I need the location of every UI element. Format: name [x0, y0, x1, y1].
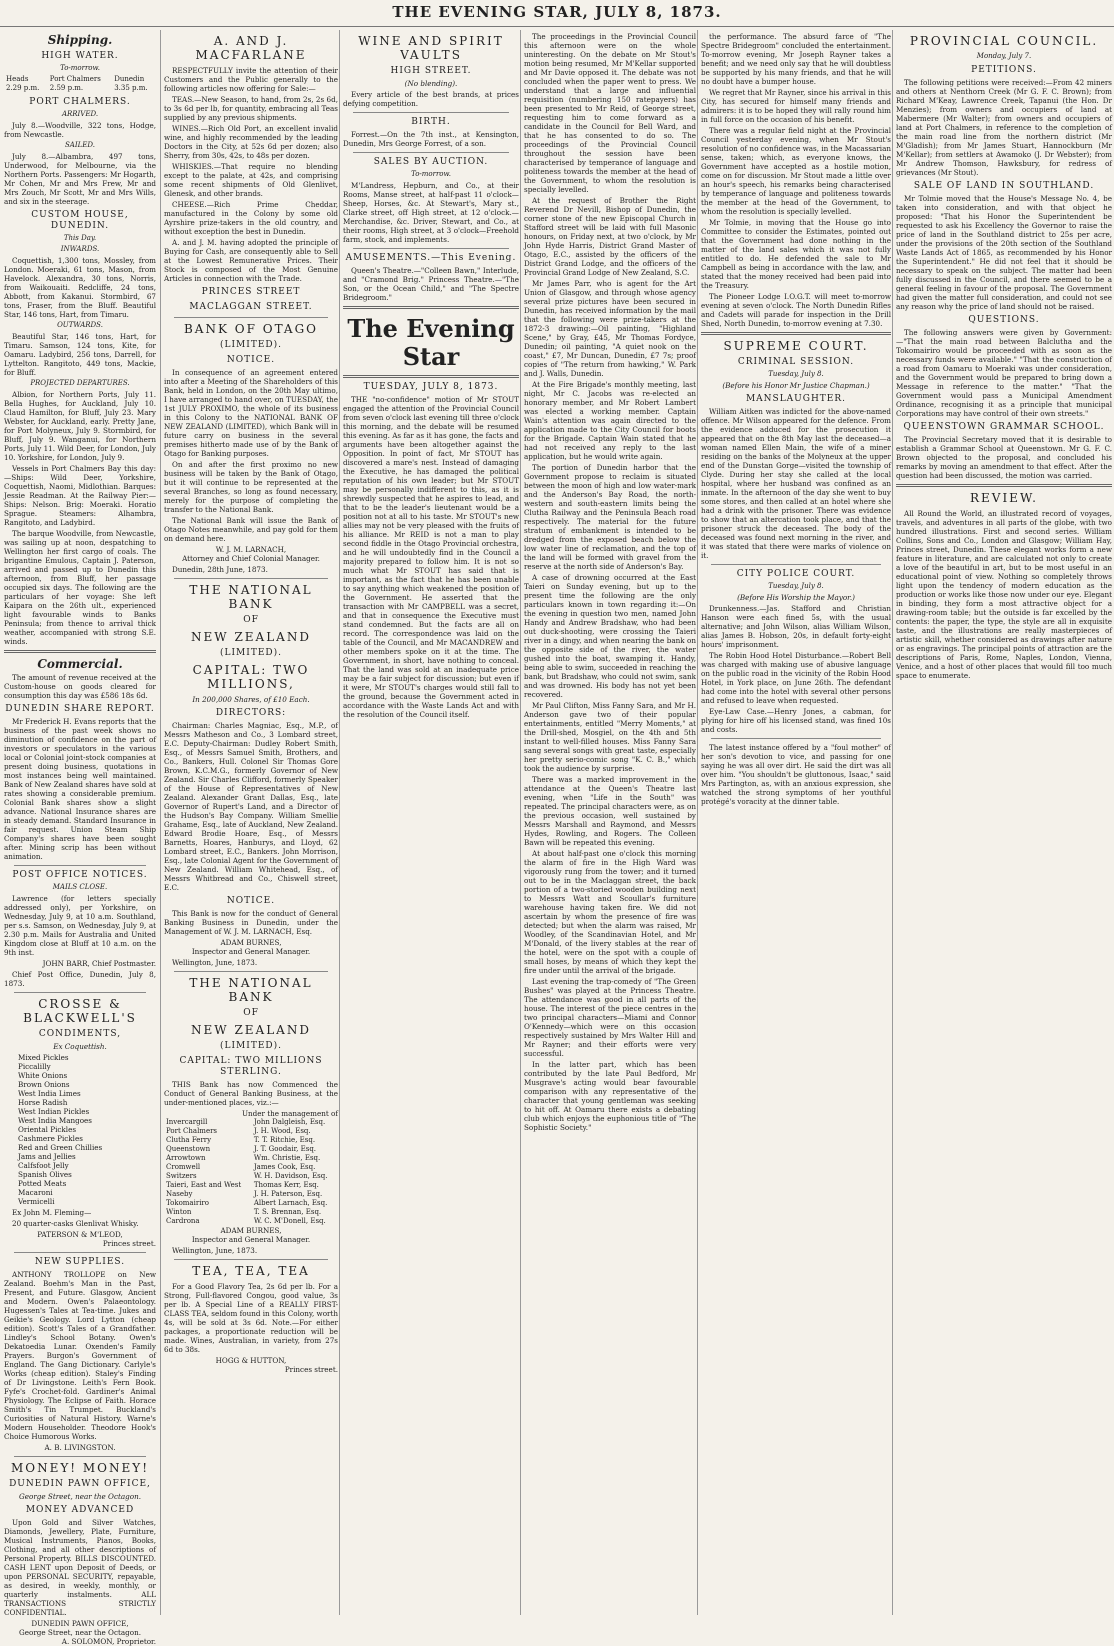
- southland-label: SALE OF LAND IN SOUTHLAND.: [913, 181, 1095, 191]
- table-row: [164, 1199, 338, 1208]
- table-row: [164, 1181, 338, 1190]
- arrived-text: July 8.—Woodville, 322 tons, Hodge, from Newcastle.: [4, 121, 156, 139]
- shipping-heading: Shipping.: [47, 33, 113, 47]
- notice-2-text: This Bank is now for the conduct of General Banking Business in Dunedin, under the Management of W. J. M. LARNACH, Esq.: [164, 909, 338, 936]
- branch-place: Port Chalmers: [166, 1127, 218, 1135]
- branch-manager: Thomas Kerr, Esq.: [253, 1181, 319, 1189]
- list-item: Mixed Pickles: [18, 1053, 69, 1062]
- branch-place: Invercargill: [166, 1118, 208, 1126]
- divider: [14, 992, 146, 993]
- list-item: Potted Meats: [18, 1179, 67, 1188]
- tide-table: [4, 75, 156, 93]
- birth-heading: BIRTH.: [411, 117, 451, 127]
- table-row: [164, 1136, 338, 1145]
- branch-place: Winton: [166, 1208, 192, 1216]
- sales-heading: SALES BY AUCTION.: [373, 157, 489, 167]
- bank-otago-sub: (LIMITED).: [220, 340, 282, 350]
- leader-article: THE "no-confidence" motion of Mr STOUT engaged the attention of the Provincial Council from seven o'clock last evening till three o'clock this morning, and the debate will be resumed this evening. As far as it has gone, the facts and arguments have been altogether against the Opposition. In point of fact, Mr STOUT has discovered a mare's nest. Instead of damaging the Executive, he has damaged the political reputation of his own leader; but Mr STOUT may be personally indifferent to this, as it is shrewdly suspected that he aspires to lead, and that to be the leader's lieutenant would be a position not at all to his taste. Mr STOUT's new allies may not be very pleased with the fruits of his alliance. Mr REID is not a man to play second fiddle in the Otago Provincial orchestra, and he will undoubtedly find in the Council a majority prepared to follow him. It is not so much what Mr STOUT has said that is important, as the fact that he has been unable to say anything which weakened the position of the Government. He asserted that the transaction with Mr CAMPBELL was a secret, and that in consequence the Executive must stand condemned. But the facts are all on record. The correspondence was laid on the table of the Council, and Mr MACANDREW and other members spoke on it at the time. The Government, in short, have nothing to conceal. That the land was sold at an inadequate price may be a fair subject for discussion; but even if it were, Mr STOUT's charges would still fall to the ground, because the Government acted in accordance with the Waste Lands Act and with the resolution of the Council itself.: [343, 395, 519, 719]
- crosse-heading: CROSSE & BLACKWELL'S: [23, 997, 137, 1025]
- branch-manager: Albert Larnach, Esq.: [253, 1199, 328, 1207]
- list-item: Cashmere Pickles: [18, 1134, 83, 1143]
- rayner-text: We regret that Mr Rayner, since his arrival in this City, has secured for himself many friends and admirers: it is to be hoped they will rally round him in full force on the occasion of his benefit.: [701, 88, 891, 124]
- bank-otago-text-3: The National Bank will issue the Bank of Otago Notes meanwhile, and pay gold for them on demand here.: [164, 516, 338, 543]
- nbnz2-sub: (LIMITED).: [220, 1041, 282, 1051]
- grammar-school-label: QUEENSTOWN GRAMMAR SCHOOL.: [903, 422, 1105, 432]
- police-date: Tuesday, July 8.: [768, 582, 824, 590]
- projected-label: PROJECTED DEPARTURES.: [30, 379, 130, 387]
- capital-2-line: CAPITAL: TWO MILLIONS STERLING.: [179, 1056, 323, 1077]
- criminal-before: (Before his Honor Mr Justice Chapman.): [722, 381, 870, 390]
- manslaughter-label: MANSLAUGHTER.: [745, 394, 847, 404]
- column-1: [4, 30, 156, 1646]
- shares-line: In 200,000 Shares, of £10 Each.: [192, 695, 310, 704]
- branch-place: Cardrona: [166, 1217, 200, 1225]
- table-row: [164, 1190, 338, 1199]
- newspaper-title: THE EVENING STAR, JULY 8, 1873.: [392, 3, 722, 21]
- share-report-text: Mr Frederick H. Evans reports that the business of the past week shows no diminution of confidence on the part of investors or speculators in the various local or Colonial joint-stock companies at present doing business, quotations in most instances being well maintained. Bank of New Zealand shares have sold at rates showing a considerable premium. Colonial Bank shares show a slight advance. National Insurance shares are in steady demand. Standard Insurance in fair request. Union Steam Ship Company's shares have been sought after. Mining scrip has been without animation.: [4, 717, 156, 861]
- tide-place: Dunedin: [114, 75, 145, 83]
- commercial-text: The amount of revenue received at the Custom-house on goods cleared for consumption this day was £586 18s 6d.: [4, 673, 156, 700]
- tea-text: For a Good Flavory Tea, 2s 6d per lb. For a Strong, Full-flavored Congou, good value, 3s per lb. A Special Line of a REALLY FIRST-CLASS TEA, seldom found in this Colony, worth 4s, will be sold at 3s 6d. Note.—For either packages, a proportionate reduction will be made. Wines, Australian, in variety, from 27s 6d to 38s.: [164, 1282, 338, 1354]
- whiskies-text: WHISKIES.—That require no blending except to the palate, at 42s, and comprising some recent shipments of Old Glenlivet, Glenesk, and other brands.: [164, 162, 338, 198]
- pawn-address: George Street, near the Octagon.: [19, 1492, 141, 1501]
- review-heading: REVIEW.: [969, 491, 1038, 505]
- list-item: Vermicelli: [18, 1197, 55, 1206]
- cheese-text: CHEESE.—Rich Prime Cheddar, manufactured in the Colony by some old Ayrshire prize-takers in the old country, and without exception the best in Dunedin.: [164, 200, 338, 236]
- pawn-text: Upon Gold and Silver Watches, Diamonds, Jewellery, Plate, Furniture, Musical Instruments, Pianos, Books, Clothing, and all other descriptions of Personal Property. BILLS DISCOUNTED. CASH LENT upon Deposit of Deeds, or upon PERSONAL SECURITY, repayable, as desired, in weekly, monthly, or quarterly instalments. ALL TRANSACTIONS STRICTLY CONFIDENTIAL.: [4, 1518, 156, 1617]
- instance-text: The latest instance offered by a "foul mother" of her son's devotion to vice, and passing for one saying he was all over dirt. He said the dirt was all over him. "You shouldn't be gluttonous, Isaac," said Mrs Partington, as, with an anxious expression, she watched the strong symptoms of her youthful protégé's voracity at the dinner table.: [701, 743, 891, 806]
- supreme-court-heading: SUPREME COURT.: [723, 339, 869, 353]
- provincial-date: Monday, July 7.: [976, 52, 1032, 60]
- list-item: Oriental Pickles: [18, 1125, 77, 1134]
- share-report-heading: DUNEDIN SHARE REPORT.: [5, 704, 155, 714]
- pawn-signature: DUNEDIN PAWN OFFICE,: [31, 1619, 129, 1628]
- list-item: Brown Onions: [18, 1080, 70, 1089]
- burnes-role: Inspector and General Manager.: [191, 947, 311, 956]
- macfarlane-heading: A. AND J. MACFARLANE: [195, 34, 307, 62]
- grammar-school-text: The Provincial Secretary moved that it is desirable to establish a Grammar School at Queenstown. Mr G. F. C. Brown objected to the proposal, and concluded his remarks by moving an amendment to that effect. After the question had been discussed, the motion was carried.: [896, 435, 1112, 480]
- divider: [353, 152, 509, 153]
- divider: [14, 1456, 146, 1457]
- macfarlane-close: A. and J. M. having adopted the principle of Buying for Cash, are consequently able to Sell at the Lowest Remunerative Prices. Their Stock is composed of the Most Genuine Articles in connection with the Trade.: [164, 238, 338, 283]
- petitions-text: The following petitions were received:—From 42 miners and others at Nenthorn Creek (Mr G. F. C. Brown); from Richard M'Keay, Lawrence Creek, Tapanui (the Hon. Dr Menzies); from owners and occupiers of land at Mabermere (Mr Walter); from owners and occupiers of land at Port Chalmers, in reference to the completion of the main road line from the northern district (Mr M'Gladish); from Mr James Stuart, Hannockburn (Mr M'Kellar); from settlers at Awamoko (J. Dr Webster); from Mr Andrew Thomson, Hawksbury, for redress of grievances (Mr Stout).: [896, 78, 1112, 177]
- bank-otago-notice: NOTICE.: [226, 355, 276, 365]
- list-item: Jams and Jellies: [18, 1152, 76, 1161]
- sailed-label: SAILED.: [65, 141, 95, 149]
- nbnz2-heading-1: THE NATIONAL BANK: [189, 976, 313, 1004]
- issue-date: TUESDAY, JULY 8, 1873.: [363, 382, 499, 392]
- list-item: Piccalilly: [18, 1062, 51, 1071]
- tide-time: 2.29 p.m.: [6, 84, 40, 92]
- spectre-text: the performance. The absurd farce of "The Spectre Bridegroom" concluded the entertainment. To-morrow evening, Mr Joseph Rayner takes a benefit; and we need only say that he will doubtless be supported by his many friends, and that he will no doubt have a bumper house.: [701, 32, 891, 86]
- crosse-whisky: 20 quarter-casks Glenlivat Whisky.: [12, 1219, 139, 1228]
- branch-place: Cromwell: [166, 1163, 201, 1171]
- outwards-text: Beautiful Star, 146 tons, Hart, for Timaru. Samson, 124 tons, Kite, for Oamaru. Ladybird, 256 tons, Darrell, for Lyttelton. Rangitoto, 449 tons, Mackie, for Bluff.: [4, 332, 156, 377]
- theatre-text: There was a marked improvement in the attendance at the Queen's Theatre last evening, when "Life in the South" was repeated. The principal characters were, as on the previous occasion, well sustained by Messrs Marshall and Raymond, and Messrs Hydes, Rowling, and Rogers. The Colleen Bawn will be repeated this evening.: [524, 775, 696, 847]
- fire-text: At about half-past one o'clock this morning the alarm of fire in the High Ward was vigorously rung from the tower; and it turned out to be in the Maclaggan street, the back portion of a two-storied wooden building next to Messrs Watt and Scoullar's furniture warehouse having taken fire. We did not ascertain by whom the presence of fire was detected; but when the alarm was raised, Mr Woodley, of the Scandinavian Hotel, and Mr M'Donald, of the livery stables at the rear of the hotel, were on the spot with a couple of small hoses, by means of which they kept the fire under until the arrival of the brigade.: [524, 849, 696, 975]
- pioneer-text: The Pioneer Lodge I.O.G.T. will meet to-morrow evening at seven o'clock. The North Dunedin Rifles and Cadets will parade for inspection in the Drill Shed, North Dunedin, to-morrow evening at 7.30.: [701, 292, 891, 328]
- new-supplies-text: ANTHONY TROLLOPE on New Zealand. Boehm's Man in the Past, Present, and Future. Glasgow, Ancient and Modern. Owen's Palaeontology. Hugessen's Tales at Tea-time. Jukes and Geikie's Geology. Lord Lytton (cheap edition). Scott's Tales of a Grandfather. Lindley's School Botany. Owen's Dekatoedia Lunar. Oxenden's Family Prayers. Burgon's Government of England. The Gang Dictionary. Carlyle's Works (cheap edition). Staley's Finding of Dr Livingstone. Leith's Fern Book. Fyfe's Crochet-fold. Gardiner's Animal Physiology. The Eclipse of Faith. Horace Smith's Tin Trumpet. Buckland's Curiosities of Natural History. Warne's Modern Householder. Theodore Hook's Choice Humorous Works.: [4, 1270, 156, 1441]
- james-parr-text: Mr James Parr, who is agent for the Art Union of Glasgow, and through whose agency several prize pictures have been secured in Dunedin, has received information by the mail that the following were prize-takers at the 1872-3 drawing:—Oil painting, "Highland Scene," by Gray, £45, Mr Thomas Fordyce, Dunedin; oil painting, "A quiet nook on the coast," £7, Mr Duncan, Dunedin, £7 7s; proof copies of "The return from hawking," W. Park and J. Walls, Dunedin.: [524, 279, 696, 378]
- nbnz2-heading-2: NEW ZEALAND: [191, 1023, 311, 1037]
- divider: [353, 112, 509, 113]
- directors-text: Chairman: Charles Magniac, Esq., M.P., of Messrs Matheson and Co., 3 Lombard street, E.C. Deputy-Chairman: Dudley Robert Smith, Esq., of Messrs Samuel Smith, Brothers, and Co., Bankers, Hull. Colonel Sir Thomas Gore Brown, K.C.M.G., formerly Governor of New Zealand. Sir Charles Clifford, formerly Speaker of the House of Representatives of New Zealand. Alexander Grant Dallas, Esq., late Governor of Rupert's Land, and a Director of the Hudson's Bay Company. William Smellie Grahame, Esq., late of Auckland, New Zealand. Edward Brodie Hoare, Esq., of Messrs Barnetts, Hoares, Hanburys, and Lloyd, 62 Lombard street, E.C., Bankers. John Morrison, Esq., late Colonial Agent for the Government of New Zealand. William Whitehead, Esq., of Messrs Whitbread and Co., Chiswell street, E.C.: [164, 721, 338, 892]
- petitions-label: PETITIONS.: [971, 65, 1037, 75]
- criminal-session-heading: CRIMINAL SESSION.: [737, 357, 855, 367]
- branch-manager: Wm. Christie, Esq.: [253, 1154, 321, 1162]
- burnes2-date: Wellington, June, 1873.: [172, 1246, 258, 1255]
- gaiety-text: In the latter part, which has been contributed by the late Paul Bedford, Mr Musgrave's acting would bear favourable comparison with any representative of the character that young gentleman was seeking to hit off. At Oamaru there exists a debating club which enjoys the euphonious title of "The Sophistic Society.": [524, 1060, 696, 1132]
- divider: [343, 306, 519, 309]
- macfarlane-address-2: MACLAGGAN STREET.: [189, 302, 313, 312]
- table-row: [164, 1163, 338, 1172]
- eye-law-text: Eye-Law Case.—Henry Jones, a cabman, for plying for hire off his licensed stand, was fined 10s and costs.: [701, 707, 891, 734]
- column-3: [339, 30, 519, 1615]
- money-advanced: MONEY ADVANCED: [25, 1505, 135, 1515]
- commercial-heading: Commercial.: [37, 657, 123, 671]
- branch-manager: John Dalgleish, Esq.: [253, 1118, 326, 1126]
- column-2: [160, 30, 338, 1615]
- port-chalmers-heading: PORT CHALMERS.: [29, 97, 131, 107]
- branch-place: Clutha Ferry: [166, 1136, 212, 1144]
- macfarlane-intro: RESPECTFULLY invite the attention of their Customers and the Public generally to the following articles now offering for Sale:—: [164, 66, 338, 93]
- list-item: Calfsfoot Jelly: [18, 1161, 69, 1170]
- branch-manager: James Cook, Esq.: [253, 1163, 316, 1171]
- hogg-signature: HOGG & HUTTON,: [215, 1356, 287, 1365]
- list-item: White Onions: [18, 1071, 68, 1080]
- list-item: Spanish Olives: [18, 1170, 72, 1179]
- council-text: The proceedings in the Provincial Council this afternoon were on the whole uninteresting. On the debate on Mr Stout's motion being resumed, Mr M'Kellar supported and Mr Davie opposed it. The debate was not concluded when the paper went to press. We understand that a large and influential requisition (numbering 150 ratepayers) has been presented to Mr Reid, of George street, requesting him to come forward as a candidate in the Council for Bell Ward, and that he has consented to do so. The proceedings of the Provincial Council throughout the session have been characterised by temperance of language and politeness towards the member at the head of the Government, to whom the resolution is specially levelled.: [524, 32, 696, 194]
- questions-label: QUESTIONS.: [968, 315, 1040, 325]
- list-item: West Indian Pickles: [18, 1107, 90, 1116]
- paterson-address: Princes street.: [102, 1239, 156, 1248]
- nbnz-heading-2: NEW ZEALAND: [191, 630, 311, 644]
- bank-otago-text-1: In consequence of an agreement entered into after a Meeting of the Shareholders of this Bank, held in London, on the 20th May ultimo, I have arranged to hand over, on TUESDAY, the 1st JULY PROXIMO, the whole of its business in this Colony to the NATIONAL BANK OF NEW ZEALAND (LIMITED), which Bank will in future carry on business in the several premises hitherto made use of by the Bank of Otago for Banking purposes.: [164, 368, 338, 458]
- column-4: [520, 30, 696, 1615]
- police-before: (Before His Worship the Mayor.): [737, 593, 855, 602]
- burnes2-signature: ADAM BURNES,: [220, 1226, 282, 1235]
- larnach-role: Attorney and Chief Colonial Manager.: [182, 554, 320, 563]
- brigade-text: At the Fire Brigade's monthly meeting, last night, Mr C. Jacobs was re-elected an honorary member, and Mr Robert Lambert was elected a working member. Captain Wain's attention was again directed to the application made to the City Council for boots for the Brigade. Captain Wain stated that he had not received any reply to the last application, but he would write again.: [524, 380, 696, 461]
- nbnz2-of: OF: [243, 1008, 259, 1018]
- divider: [14, 865, 146, 866]
- macfarlane-address-1: PRINCES STREET: [201, 287, 301, 297]
- arrived-label: ARRIVED.: [61, 110, 99, 118]
- wine-heading: WINE AND SPIRIT VAULTS: [358, 34, 504, 62]
- manslaughter-text: William Aitken was indicted for the above-named offence. Mr Wilson appeared for the defence. From the evidence adduced for the prosecution it appeared that on the 8th May last the deceased—a woman named Ellen Main, the wife of a miner residing on the banks of the Molyneux at the upper end of the Dunstan Gorge—visited the township of Clyde. During her stay she called at the local hospital, where her husband was confined as an inmate. In the afternoon of the day she went to buy some stores, and then called at an hotel where she had a drink with the prisoner. There was evidence to show that an altercation took place, and that the prisoner struck the deceased. The body of the deceased was found next morning in the river, and it was stated that there were marks of violence on it.: [701, 407, 891, 560]
- burnes-signature: ADAM BURNES,: [220, 938, 282, 947]
- directors-label: DIRECTORS:: [215, 708, 287, 718]
- branch-manager: J. T. Goodair, Esq.: [253, 1145, 317, 1153]
- branch-place: Arrowtown: [166, 1154, 206, 1162]
- list-item: Macaroni: [18, 1188, 53, 1197]
- post-office-text: Lawrence (for letters specially addressed only), per Yorkshire, on Wednesday, July 9, at 10 a.m. Southland, per s.s. Samson, on Wednesday, July 9, at 2.30 p.m. Mails for Australia and United Kingdom close at Bluff at 10 a.m. on the 9th inst.: [4, 894, 156, 957]
- list-item: Red and Green Chillies: [18, 1143, 103, 1152]
- vessels-text: Vessels in Port Chalmers Bay this day:—Ships: Wild Deer, Yorkshire, Coquettish, Naomi, Midlothian. Barques: Jessie Readman. At the Railway Pier:—Ships: Nelson. Brig: Moeraki. Horatio Sprague. Steamers: Alhambra, Rangitoto, and Ladybird.: [4, 464, 156, 527]
- crosse-ex2: Ex John M. Fleming—: [12, 1208, 92, 1217]
- custom-house-heading: CUSTOM HOUSE, DUNEDIN.: [31, 210, 129, 231]
- branch-place: Naseby: [166, 1190, 193, 1198]
- crosse-ex: Ex Coquettish.: [53, 1042, 107, 1051]
- pawn-heading: DUNEDIN PAWN OFFICE,: [9, 1479, 151, 1489]
- branches-table: [164, 1118, 338, 1226]
- questions-text: The following answers were given by Government:—"That the main road between Balclutha and the Tokomairiro would be proceeded with as soon as the necessary funds were available." "That the construction of a road from Oamaru to Moeraki was under consideration, and the Government would be prepared to bring down a Message in reference to the matter." "That the Government would pass a Municipal Amendment Ordinance, recognising it as a principle that municipal Corporations may have control of their own streets.": [896, 328, 1112, 418]
- mails-close-label: MAILS CLOSE.: [52, 883, 108, 891]
- branch-place: Queenstown: [166, 1145, 211, 1153]
- larnach-signature: W. J. M. LARNACH,: [215, 545, 287, 554]
- table-row: [164, 1145, 338, 1154]
- postmaster-signature: JOHN BARR, Chief Postmaster.: [42, 959, 156, 968]
- table-row: [164, 1127, 338, 1136]
- burnes2-role: Inspector and General Manager.: [191, 1235, 311, 1244]
- high-water-sub: To-morrow.: [60, 64, 100, 72]
- table-row: [164, 1118, 338, 1127]
- divider: [174, 578, 328, 579]
- criminal-date: Tuesday, July 8.: [768, 370, 824, 378]
- drunkenness-text: Drunkenness.—Jas. Stafford and Christian Hanson were each fined 5s, with the usual alternative; and John Wilson, alias William Wilson, alias James B. Hobson, 20s, in default forty-eight hours' imprisonment.: [701, 604, 891, 649]
- table-row: [164, 1172, 338, 1181]
- inwards-label: INWARDS.: [60, 245, 100, 253]
- custom-house-sub: This Day.: [63, 234, 97, 242]
- southland-text: Mr Tolmie moved that the House's Message No. 4, be taken into consideration, and with that object he proposed: "That his Honor the Superintendent be requested to ask his Excellency the Governor to raise the price of land in the Southland district to 25s per acre, under the provisions of the 20th section of the Southland Waste Lands Act of 1865, as recommended by his Honor the Superintendent." He did not feel that it should be necessary to speak on the subject. The matter had been fully discussed in the Council, and there seemed to be a general feeling in favour of the proposal. The Government had given the matter full consideration, and could not see any reason why the price of land should not be raised.: [896, 194, 1112, 311]
- nbnz-of: OF: [243, 615, 259, 625]
- branch-place: Tokomairiro: [166, 1199, 209, 1207]
- divider: [4, 650, 156, 653]
- tide-place: Port Chalmers: [49, 75, 101, 83]
- tide-time: 2.59 p.m.: [49, 84, 84, 92]
- harbour-text: The portion of Dunedin harbor that the Government propose to reclaim is situated between the moon of high and low water-mark and the Anderson's Bay Road, the north-western and south-eastern limits being the Clutha Railway and the Peninsula Beach road respectively. The material for the future stratum of embankment is intended to be dredged from the exposed beach below the low water line of reclamation, and the top of the land will be formed with gravel from the reserve at the north side of Anderson's Bay.: [524, 463, 696, 571]
- robbery-text: The Robin Hood Hotel Disturbance.—Robert Bell was charged with making use of abusive language on the public road in the vicinity of the Robin Hood Hotel, in York place, on June 26th. The defendant had come into the hotel with several other persons and refused to leave when requested.: [701, 651, 891, 705]
- inwards-text: Coquettish, 1,300 tons, Mossley, from London. Moeraki, 61 tons, Mason, from Havelock. Alexandra, 30 tons, Norris, from Waikouaiti. Redcliffe, 24 tons, Abbott, from Kakanui. Stormbird, 67 tons, Fraser, from the Bluff. Beautiful Star, 146 tons, Hart, from Timaru.: [4, 256, 156, 319]
- evening-text: Last evening the trap-comedy of "The Green Bushes" was played at the Princess Theatre. The attendance was good in all parts of the house. The interest of the piece centres in the two principal characters—Miami and Connor O'Kennedy—which were on this occasion respectively sustained by Mrs Walter Hill and Mr Rayner; and their efforts were very successful.: [524, 977, 696, 1058]
- tolmie-text: Mr Tolmie, in moving that the House go into Committee to consider the Estimates, pointed out that the Government had done nothing in the matter of the land sales which it was not fully entitled to do. He defended the sale to Mr Campbell as being in accordance with the law, and stated that the money received had been paid into the Treasury.: [701, 218, 891, 290]
- vote-text: There was a regular field night at the Provincial Council yesterday evening, when Mr Stout's resolution of no confidence was, in the Macassarian sense, taken; which, as everyone knows, the Government have accepted as a hostile motion, come on for discussion. Mr Stout made a little over an hour's speech, his remarks being characterised by temperance of language and politeness towards the member at the head of the Government, to whom the resolution is specially levelled.: [701, 126, 891, 216]
- divider: [353, 248, 509, 249]
- nbnz-heading-1: THE NATIONAL BANK: [189, 583, 313, 611]
- divider: [343, 375, 519, 378]
- tide-place: Heads: [6, 75, 29, 83]
- nbnz-sub: (LIMITED).: [220, 648, 282, 658]
- sales-text: M'Landress, Hepburn, and Co., at their Rooms, Manse street, at half-past 11 o'clock—Sheep, Horses, &c. At Stewart's, Mary st., Clarke street, off High street, at 12 o'clock.—Merchandise, &c. Driver, Stewart, and Co., at their rooms, High street, at 3 o'clock—Freehold farm, stock, and implements.: [343, 181, 519, 244]
- grand-lodge-text: At the request of Brother the Right Reverend Dr Nevill, Bishop of Dunedin, the corner stone of the new Episcopal Church in Stafford street will be laid with full Masonic honours, on Friday next, at two o'clock, by Mr John Hyde Harris, District Grand Master of Otago, E.C., assisted by the officers of the District Grand Lodge, and the officers of the Provincial Grand Lodge of New Zealand, S.C.: [524, 196, 696, 277]
- masthead: [0, 0, 1114, 27]
- money-heading: MONEY! MONEY!: [10, 1461, 150, 1475]
- list-item: West India Mangoes: [18, 1116, 92, 1125]
- notice-2-heading: NOTICE.: [226, 896, 276, 906]
- new-supplies-heading: NEW SUPPLIES.: [34, 1257, 126, 1267]
- column-5: [697, 30, 891, 1615]
- wine-text: Every article of the best brands, at prices defying competition.: [343, 90, 519, 108]
- post-office-date: Chief Post Office, Dunedin, July 8, 1873.: [4, 970, 156, 988]
- wines-text: WINES.—Rich Old Port, an excellent invalid wine, and highly recommended by the leading Doctors in the City, at 52s 6d per dozen; also Sherry, from 30s, 42s, to 48s per dozen.: [164, 124, 338, 160]
- table-row: [164, 1154, 338, 1163]
- table-row: [164, 1217, 338, 1226]
- divider: [174, 971, 328, 972]
- livingston-signature: A. B. LIVINGSTON.: [44, 1443, 116, 1452]
- pawn-signature-address: George Street, near the Octagon.: [19, 1628, 141, 1637]
- table-row: [164, 1208, 338, 1217]
- clifton-text: Mr Paul Clifton, Miss Fanny Sara, and Mr H. Anderson gave two of their popular entertainments, entitled "Merry Moments," at the Drill-shed, Mosgiel, on the 4th and 5th instant to well-filled houses. Miss Fanny Sara sang several songs with great taste, especially her pretty serio-comic song "K. C. B.," which took the audience by surprise.: [524, 701, 696, 773]
- evening-star-flag: The Evening Star: [347, 314, 515, 371]
- commenced-text: THIS Bank has now Commenced the Conduct of General Banking Business, at the under-mentioned places, viz.:—: [164, 1080, 338, 1107]
- tide-time: 3.35 p.m.: [114, 84, 148, 92]
- pawn-proprietor: A. SOLOMON, Proprietor.: [61, 1637, 156, 1646]
- under-management: Under the management of: [241, 1109, 338, 1118]
- sailed-text: July 8.—Albambra, 497 tons, Underwood, for Melbourne, via the Northern Ports. Passengers: Mr Hogarth, Mr Cohen, Mr and Mrs Frew, Mr and Mrs Zouch, Mr Scott, Mr and Mrs Wills, and six in the steerage.: [4, 152, 156, 206]
- divider: [14, 1252, 146, 1253]
- divider: [711, 738, 881, 739]
- tea-heading: TEA, TEA, TEA: [192, 1264, 310, 1278]
- burnes-date: Wellington, June, 1873.: [172, 958, 258, 967]
- crosse-sub: CONDIMENTS,: [38, 1029, 122, 1039]
- list-item: West India Limes: [18, 1089, 81, 1098]
- amusements-text: Queen's Theatre.—"Colleen Bawn," Interlude, and "Cramond Brig." Princess Theatre.—"The Son, or the Ocean Child," and "The Spectre Bridegroom.": [343, 266, 519, 302]
- wine-sub: HIGH STREET.: [390, 66, 472, 76]
- post-office-heading: POST OFFICE NOTICES.: [12, 870, 148, 880]
- branch-place: Switzers: [166, 1172, 197, 1180]
- paterson-signature: PATERSON & M'LEOD,: [37, 1230, 123, 1239]
- review-text: All Round the World, an illustrated record of voyages, travels, and adventures in all parts of the globe, with two hundred illustrations. First and second series. William Collins, Sons and Co., London and Glasgow; William Hay, Princes street, Dunedin. These elegant works form a new feature in literature, and are calculated not only to create a love of the beautiful in art, but to be most useful in an educational point of view. Nothing so completely throws light upon the tendency of modern education as the production or works like those now under our eye. Elegant in binding, they form a most attractive object for a drawing-room table; but the outside is far excelled by the contents: the paper, the type, the style are all in exquisite taste, and the illustrations are really masterpieces of artistic skill, whether considered as drawings after nature or as engravings. The principal points of attraction are the descriptions of Paris, Rome, Naples, London, Vienna, Venice, and a host of other places that would fill too much space to enumerate.: [896, 509, 1112, 680]
- branch-manager: T. S. Brennan, Esq.: [253, 1208, 322, 1216]
- hogg-address: Princes street.: [284, 1365, 338, 1374]
- projected-text: Albion, for Northern Ports, July 11. Bella Hughes, for Auckland, July 10. Claud Hamilton, for Bluff, July 23. Mary Webster, for Auckland, early. Pretty Jane, for Port Molyneux, July 9. Stormbird, for Bluff, July 9. Wanganui, for Northern Ports, July 11. Wild Deer, for London, July 10. Yorkshire, for London, July 9.: [4, 390, 156, 462]
- bank-otago-heading: BANK OF OTAGO: [183, 322, 319, 336]
- condiments-list: [4, 1053, 156, 1206]
- outwards-label: OUTWARDS.: [57, 321, 103, 329]
- divider: [711, 564, 881, 565]
- branch-manager: J. H. Wood, Esq.: [253, 1127, 311, 1135]
- branch-manager: W. C. M'Donell, Esq.: [253, 1217, 326, 1225]
- list-item: Horse Radish: [18, 1098, 68, 1107]
- birth-text: Forrest.—On the 7th inst., at Kensington, Dunedin, Mrs George Forrest, of a son.: [343, 130, 519, 148]
- capital-line: CAPITAL: TWO MILLIONS,: [192, 663, 310, 691]
- high-water-heading: HIGH WATER.: [41, 51, 119, 61]
- divider: [174, 1259, 328, 1260]
- amusements-heading: AMUSEMENTS.—This Evening.: [345, 253, 517, 263]
- divider: [896, 484, 1112, 487]
- bank-otago-text-2: On and after the first proximo no new business will be taken by the Bank of Otago, but it will continue to be represented at the several Branches, so long as found necessary, merely for the purpose of completing the transfer to the National Bank.: [164, 460, 338, 514]
- provincial-council-heading: PROVINCIAL COUNCIL.: [909, 34, 1099, 48]
- police-court-heading: CITY POLICE COURT.: [736, 569, 856, 579]
- shipping-note: The barque Woodville, from Newcastle, was sailing up at noon, despatching to Wellington her first cargo of coals. The brigantine Emulous, Captain J. Paterson, arrived and passed up to Dunedin this afternoon, from Bluff, her passage occupied six days. The following are the particulars of her voyage: She left Kaipara on the 26th ult., experienced light favourable winds to Banks Peninsula; from thence to arrival thick weather, accompanied with strong S.E. winds.: [4, 529, 156, 646]
- divider: [701, 332, 891, 335]
- branch-manager: T. T. Ritchie, Esq.: [253, 1136, 316, 1144]
- column-6: [892, 30, 1112, 1615]
- sales-sub: To-morrow.: [411, 170, 451, 178]
- branch-manager: J. H. Paterson, Esq.: [253, 1190, 323, 1198]
- divider: [174, 317, 328, 318]
- branch-manager: W. H. Davidson, Esq.: [253, 1172, 328, 1180]
- larnach-date: Dunedin, 28th June, 1873.: [172, 565, 268, 574]
- branch-place: Taieri, East and West: [166, 1181, 242, 1189]
- teas-text: TEAS.—New Season, to hand, from 2s, 2s 6d, to 3s 6d per lb, for quantity, embracing all Teas supplied by any previous shipments.: [164, 95, 338, 122]
- wine-note: (No blending).: [404, 79, 458, 88]
- drowning-text: A case of drowning occurred at the East Taieri on Sunday evening, but up to the present time the following are the only particulars known in town regarding it:—On the evening in question two men, named John Handy and Andrew Bradshaw, who had been out duck-shooting, were crossing the Taieri river in a dingy, and when nearing the bank on the opposite side of the river, the water gushed into the boat, swamping it. Handy, being able to swim, succeeded in reaching the bank, but Bradshaw, who could not swim, sank and was drowned. His body has not yet been recovered.: [524, 573, 696, 699]
